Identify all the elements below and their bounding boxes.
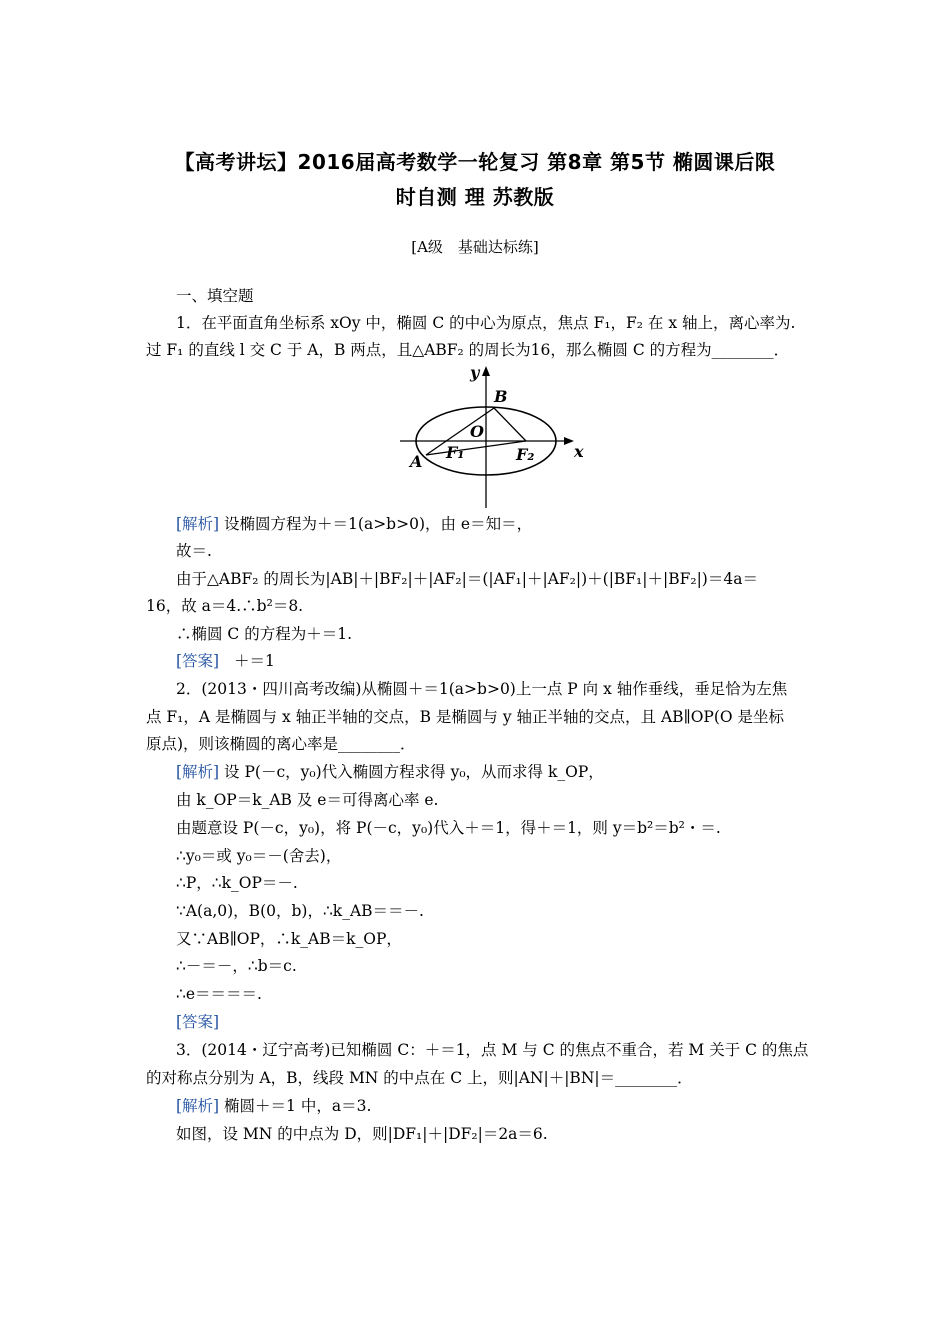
q1-line1: 1．在平面直角坐标系 xOy 中，椭圆 C 的中心为原点，焦点 F₁，F₂ 在 x 轴上，离心率为. [176, 314, 796, 332]
q1-analysis-line3: 由于△ABF₂ 的周长为|AB|＋|BF₂|＋|AF₂|＝(|AF₁|＋|AF₂|)＋(|BF₁|＋|BF₂|)＝4a＝ [176, 570, 758, 588]
doc-title-line2: 时自测 理 苏教版 [395, 185, 555, 209]
q2-analysis-line7: 又∵AB∥OP，∴k_AB＝k_OP， [176, 930, 402, 948]
q2-analysis-line8: ∴－＝－，∴b＝c. [176, 957, 297, 975]
label-F2: F₂ [516, 445, 535, 464]
q2-analysis-line4: ∴y₀＝或 y₀＝－(舍去)， [176, 847, 342, 865]
q2-analysis-line2: 由 k_OP＝k_AB 及 e＝可得离心率 e. [176, 791, 439, 809]
label-O: O [470, 422, 484, 441]
segment-AF2 [426, 441, 526, 455]
label-x: x [574, 442, 584, 461]
q3-analysis-text: 椭圆＋＝1 中，a＝3. [224, 1097, 372, 1115]
q1-analysis-line4: 16，故 a＝4.∴b²＝8. [146, 597, 304, 615]
q2-line3: 原点)，则该椭圆的离心率是________． [146, 735, 416, 753]
label-A: A [410, 452, 423, 471]
q1-analysis-text: 设椭圆方程为＋＝1(a>b>0)，由 e＝知＝， [224, 515, 533, 533]
label-F1: F₁ [446, 443, 465, 462]
q1-analysis-line1 [176, 514, 532, 534]
q2-line2: 点 F₁，A 是椭圆与 x 轴正半轴的交点，B 是椭圆与 y 轴正半轴的交点，且 AB∥OP(O 是坐标 [146, 708, 785, 726]
x-axis-arrow [564, 437, 574, 445]
segment-BF2 [494, 408, 526, 441]
q1-analysis-line2: 故＝. [176, 542, 212, 560]
y-axis-arrow [482, 366, 490, 376]
label-y: y [470, 363, 480, 382]
doc-title-line1: 【高考讲坛】2016届高考数学一轮复习 第8章 第5节 椭圆课后限 [174, 150, 776, 174]
q1-analysis-line5: ∴椭圆 C 的方程为＋＝1. [176, 625, 353, 643]
q2-analysis-line5: ∴P，∴k_OP＝－. [176, 874, 298, 892]
q2-analysis-text: 设 P(－c，y₀)代入椭圆方程求得 y₀，从而求得 k_OP， [224, 763, 604, 781]
section-heading: 一、填空题 [176, 287, 254, 305]
label-B: B [494, 387, 508, 406]
q2-line1: 2．(2013・四川高考改编)从椭圆＋＝1(a>b>0)上一点 P 向 x 轴作垂线，垂足恰为左焦 [176, 680, 788, 698]
level-heading: [A级 基础达标练] [411, 238, 539, 256]
q2-analysis-line9: ∴e＝＝＝＝. [176, 985, 262, 1003]
q2-answer-line [176, 1012, 219, 1032]
analysis-tag: [解析] [176, 515, 220, 533]
q3-analysis-line2: 如图，设 MN 的中点为 D，则|DF₁|＋|DF₂|＝2a＝6. [176, 1125, 548, 1143]
analysis-tag: [解析] [176, 1097, 220, 1115]
q3-analysis-line1 [176, 1096, 371, 1116]
q1-answer-line [176, 651, 275, 671]
q2-analysis-line1 [176, 762, 604, 782]
q1-line2: 过 F₁ 的直线 l 交 C 于 A，B 两点，且△ABF₂ 的周长为16，那么椭圆 C 的方程为________． [146, 341, 790, 359]
q1-answer-text: ＋＝1 [234, 652, 275, 670]
q3-line1: 3．(2014・辽宁高考)已知椭圆 C：＋＝1，点 M 与 C 的焦点不重合，若 M 关于 C 的焦点 [176, 1041, 809, 1059]
q2-analysis-line3: 由题意设 P(－c，y₀)，将 P(－c，y₀)代入＋＝1，得＋＝1，则 y＝b²＝b²・＝. [176, 819, 721, 837]
answer-tag: [答案] [176, 1013, 220, 1031]
q3-line2: 的对称点分别为 A，B，线段 MN 的中点在 C 上，则|AN|＋|BN|＝________． [146, 1069, 693, 1087]
ellipse-figure [396, 362, 596, 512]
analysis-tag: [解析] [176, 763, 220, 781]
answer-tag: [答案] [176, 652, 220, 670]
q2-analysis-line6: ∵A(a,0)，B(0，b)，∴k_AB＝＝－. [176, 902, 424, 920]
